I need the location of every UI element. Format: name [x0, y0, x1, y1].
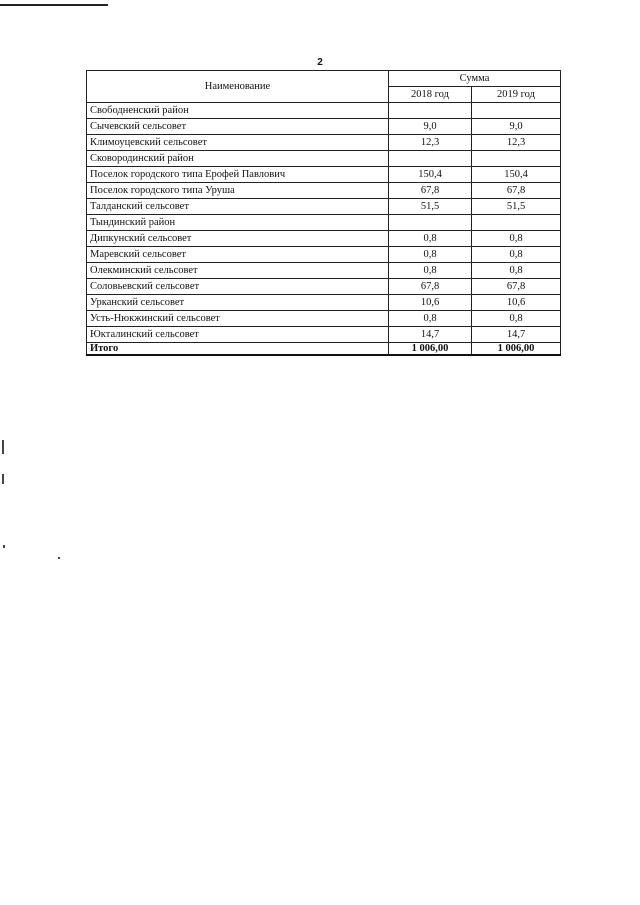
scan-speck [3, 545, 5, 548]
table-row [87, 231, 561, 247]
row-value-2018: 0,8 [389, 311, 472, 327]
table-row [87, 279, 561, 295]
row-name: Дипкунский сельсовет [87, 231, 389, 247]
table-row [87, 135, 561, 151]
row-value-2018 [389, 151, 472, 167]
row-value-2019: 9,0 [472, 119, 561, 135]
row-name: Талданский сельсовет [87, 199, 389, 215]
row-value-2018: 0,8 [389, 247, 472, 263]
table-row [87, 327, 561, 343]
row-name: Сковородинский район [87, 151, 389, 167]
total-value-2018: 1 006,00 [389, 343, 472, 356]
row-value-2018: 12,3 [389, 135, 472, 151]
row-value-2019: 0,8 [472, 311, 561, 327]
scan-speck [58, 557, 60, 559]
table-row [87, 167, 561, 183]
table-row [87, 199, 561, 215]
table-row [87, 151, 561, 167]
scan-speck [2, 474, 4, 484]
table-row [87, 247, 561, 263]
row-name: Сычевский сельсовет [87, 119, 389, 135]
row-name: Урканский сельсовет [87, 295, 389, 311]
row-name: Поселок городского типа Уруша [87, 183, 389, 199]
row-value-2019: 0,8 [472, 247, 561, 263]
row-name: Олекминский сельсовет [87, 263, 389, 279]
row-value-2018: 10,6 [389, 295, 472, 311]
row-name: Свободненский район [87, 103, 389, 119]
row-value-2019: 67,8 [472, 183, 561, 199]
row-name: Маревский сельсовет [87, 247, 389, 263]
total-row [87, 343, 561, 356]
row-value-2019 [472, 215, 561, 231]
scan-edge-mark [0, 4, 108, 6]
page-number: 2 [317, 57, 323, 68]
header-2019: 2019 год [472, 87, 561, 103]
scan-speck [2, 440, 4, 454]
row-value-2018: 9,0 [389, 119, 472, 135]
table-row [87, 119, 561, 135]
table-row [87, 263, 561, 279]
row-name: Поселок городского типа Ерофей Павлович [87, 167, 389, 183]
row-value-2018: 51,5 [389, 199, 472, 215]
table-row [87, 183, 561, 199]
row-value-2018: 150,4 [389, 167, 472, 183]
funds-table [86, 70, 561, 356]
header-name: Наименование [87, 71, 389, 103]
row-value-2019: 14,7 [472, 327, 561, 343]
total-label: Итого [87, 343, 389, 356]
row-value-2019 [472, 103, 561, 119]
row-value-2019: 67,8 [472, 279, 561, 295]
row-value-2019: 0,8 [472, 231, 561, 247]
row-name: Юкталинский сельсовет [87, 327, 389, 343]
row-name: Усть-Нюкжинский сельсовет [87, 311, 389, 327]
row-name: Соловьевский сельсовет [87, 279, 389, 295]
total-value-2019: 1 006,00 [472, 343, 561, 356]
row-value-2018: 0,8 [389, 231, 472, 247]
row-value-2019: 0,8 [472, 263, 561, 279]
row-value-2019: 150,4 [472, 167, 561, 183]
row-name: Климоуцевский сельсовет [87, 135, 389, 151]
table-row [87, 311, 561, 327]
row-value-2018 [389, 215, 472, 231]
row-value-2018: 0,8 [389, 263, 472, 279]
row-value-2018: 67,8 [389, 183, 472, 199]
table-row [87, 215, 561, 231]
row-value-2019: 51,5 [472, 199, 561, 215]
table-header-row [87, 71, 561, 87]
row-value-2018 [389, 103, 472, 119]
row-value-2018: 14,7 [389, 327, 472, 343]
table-row [87, 103, 561, 119]
row-value-2019 [472, 151, 561, 167]
header-2018: 2018 год [389, 87, 472, 103]
table-row [87, 295, 561, 311]
row-name: Тындинский район [87, 215, 389, 231]
row-value-2019: 12,3 [472, 135, 561, 151]
row-value-2018: 67,8 [389, 279, 472, 295]
row-value-2019: 10,6 [472, 295, 561, 311]
header-sum: Сумма [389, 71, 561, 87]
